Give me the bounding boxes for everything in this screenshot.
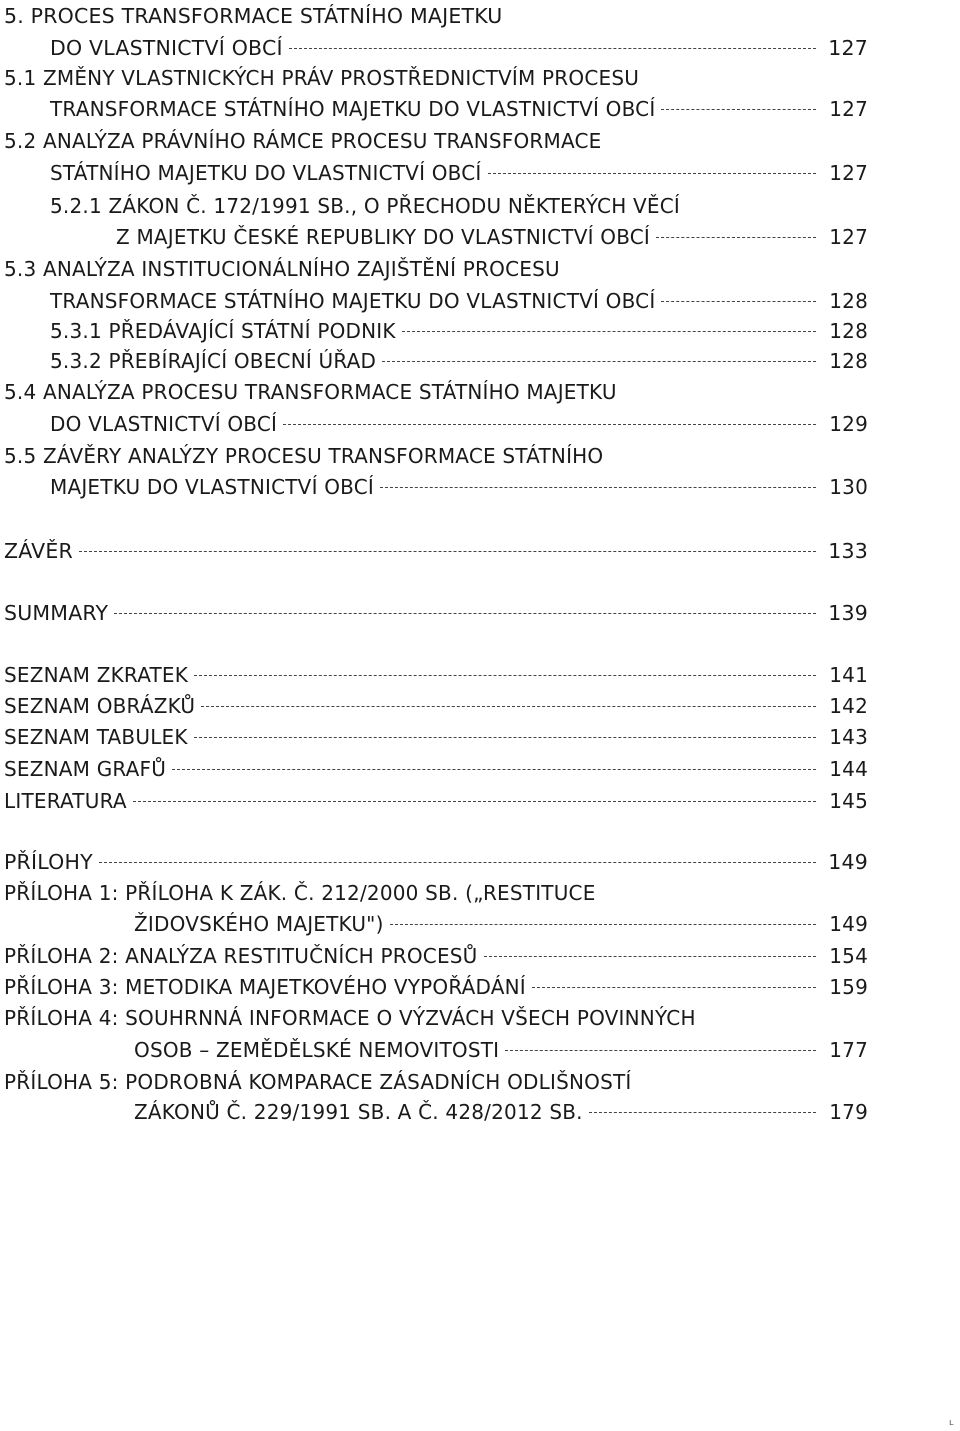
toc-entry[interactable]: SEZNAM GRAFŮ 144 [4, 754, 868, 784]
toc-heading-5-5: 5.5 ZÁVĚRY ANALÝZY PROCESU TRANSFORMACE STÁTNÍHO [4, 444, 604, 468]
page-number: 130 [829, 475, 868, 499]
toc-entry[interactable]: DO VLASTNICTVÍ OBCÍ 127 [50, 33, 868, 63]
dot-leader [99, 862, 816, 863]
dot-leader [79, 551, 816, 552]
toc-entry[interactable]: PŘÍLOHA 3: METODIKA MAJETKOVÉHO VYPOŘÁDÁNÍ 159 [4, 972, 868, 1002]
toc-entry[interactable]: SEZNAM ZKRATEK 141 [4, 660, 868, 690]
page-number: 159 [829, 975, 868, 999]
dot-leader [656, 237, 816, 238]
page-number: 149 [829, 912, 868, 936]
toc-heading-priloha-1: PŘÍLOHA 1: PŘÍLOHA K ZÁK. Č. 212/2000 SB. („RESTITUCE [4, 881, 596, 905]
toc-entry[interactable]: DO VLASTNICTVÍ OBCÍ 129 [50, 409, 868, 439]
dot-leader [194, 675, 816, 676]
page-number: 154 [829, 944, 868, 968]
toc-heading-priloha-5: PŘÍLOHA 5: PODROBNÁ KOMPARACE ZÁSADNÍCH ODLIŠNOSTÍ [4, 1070, 632, 1094]
toc-entry-prilohy[interactable]: PŘÍLOHY 149 [4, 847, 868, 877]
page-number: 127 [829, 161, 868, 185]
page-number: 179 [829, 1100, 868, 1124]
dot-leader [114, 613, 816, 614]
page-number: 142 [829, 694, 868, 718]
dot-leader [390, 924, 816, 925]
toc-heading-5-1: 5.1 ZMĚNY VLASTNICKÝCH PRÁV PROSTŘEDNICTVÍM PROCESU [4, 66, 640, 90]
page-number: 149 [828, 850, 868, 874]
dot-leader [382, 361, 816, 362]
toc-entry[interactable]: 5.3.1 PŘEDÁVAJÍCÍ STÁTNÍ PODNIK 128 [50, 316, 868, 346]
page-number: 139 [828, 601, 868, 625]
toc-entry[interactable]: OSOB – ZEMĚDĚLSKÉ NEMOVITOSTI 177 [134, 1035, 868, 1065]
dot-leader [661, 301, 816, 302]
dot-leader [661, 109, 816, 110]
dot-leader [194, 737, 816, 738]
page-number: 143 [829, 725, 868, 749]
toc-entry[interactable]: ŽIDOVSKÉHO MAJETKU") 149 [134, 909, 868, 939]
page-number: 127 [829, 97, 868, 121]
toc-entry[interactable]: SEZNAM OBRÁZKŮ 142 [4, 691, 868, 721]
toc-entry[interactable]: ZÁKONŮ Č. 229/1991 SB. A Č. 428/2012 SB. 179 [134, 1097, 868, 1127]
toc-heading-priloha-4: PŘÍLOHA 4: SOUHRNNÁ INFORMACE O VÝZVÁCH VŠECH POVINNÝCH [4, 1006, 696, 1030]
toc-entry[interactable]: SEZNAM TABULEK 143 [4, 722, 868, 752]
page-number: 141 [829, 663, 868, 687]
toc-heading-5-3: 5.3 ANALÝZA INSTITUCIONÁLNÍHO ZAJIŠTĚNÍ PROCESU [4, 257, 560, 281]
toc-entry[interactable]: MAJETKU DO VLASTNICTVÍ OBCÍ 130 [50, 472, 868, 502]
toc-heading-5-2-1: 5.2.1 ZÁKON Č. 172/1991 SB., O PŘECHODU NĚKTERÝCH VĚCÍ [50, 194, 680, 218]
page-number: 144 [829, 757, 868, 781]
toc-entry[interactable]: TRANSFORMACE STÁTNÍHO MAJETKU DO VLASTNICTVÍ OBCÍ 127 [50, 94, 868, 124]
page-number: 127 [828, 36, 868, 60]
toc-heading-5: 5. PROCES TRANSFORMACE STÁTNÍHO MAJETKU [4, 4, 503, 28]
page-number: 129 [829, 412, 868, 436]
toc-entry[interactable]: 5.3.2 PŘEBÍRAJÍCÍ OBECNÍ ÚŘAD 128 [50, 346, 868, 376]
page-number: 133 [828, 539, 868, 563]
scan-mark: ʟ [949, 1418, 954, 1428]
dot-leader [172, 769, 816, 770]
toc-entry[interactable]: PŘÍLOHA 2: ANALÝZA RESTITUČNÍCH PROCESŮ 154 [4, 941, 868, 971]
dot-leader [380, 487, 816, 488]
toc-entry[interactable]: STÁTNÍHO MAJETKU DO VLASTNICTVÍ OBCÍ 127 [50, 158, 868, 188]
dot-leader [402, 331, 816, 332]
toc-entry[interactable]: LITERATURA 145 [4, 786, 868, 816]
dot-leader [484, 956, 816, 957]
dot-leader [289, 48, 816, 49]
page-number: 177 [829, 1038, 868, 1062]
dot-leader [133, 801, 816, 802]
dot-leader [488, 173, 817, 174]
page-number: 128 [829, 319, 868, 343]
toc-heading-5-2: 5.2 ANALÝZA PRÁVNÍHO RÁMCE PROCESU TRANSFORMACE [4, 129, 602, 153]
page-number: 128 [829, 289, 868, 313]
dot-leader [589, 1112, 816, 1113]
page-number: 128 [829, 349, 868, 373]
page-number: 145 [829, 789, 868, 813]
dot-leader [283, 424, 816, 425]
toc-entry[interactable]: TRANSFORMACE STÁTNÍHO MAJETKU DO VLASTNICTVÍ OBCÍ 128 [50, 286, 868, 316]
dot-leader [532, 987, 816, 988]
toc-entry-summary[interactable]: SUMMARY 139 [4, 598, 868, 628]
toc-entry[interactable]: Z MAJETKU ČESKÉ REPUBLIKY DO VLASTNICTVÍ OBCÍ 127 [116, 222, 868, 252]
toc-entry-zaver[interactable]: ZÁVĚR 133 [4, 536, 868, 566]
dot-leader [201, 706, 816, 707]
dot-leader [505, 1050, 816, 1051]
page-number: 127 [829, 225, 868, 249]
toc-heading-5-4: 5.4 ANALÝZA PROCESU TRANSFORMACE STÁTNÍHO MAJETKU [4, 380, 617, 404]
